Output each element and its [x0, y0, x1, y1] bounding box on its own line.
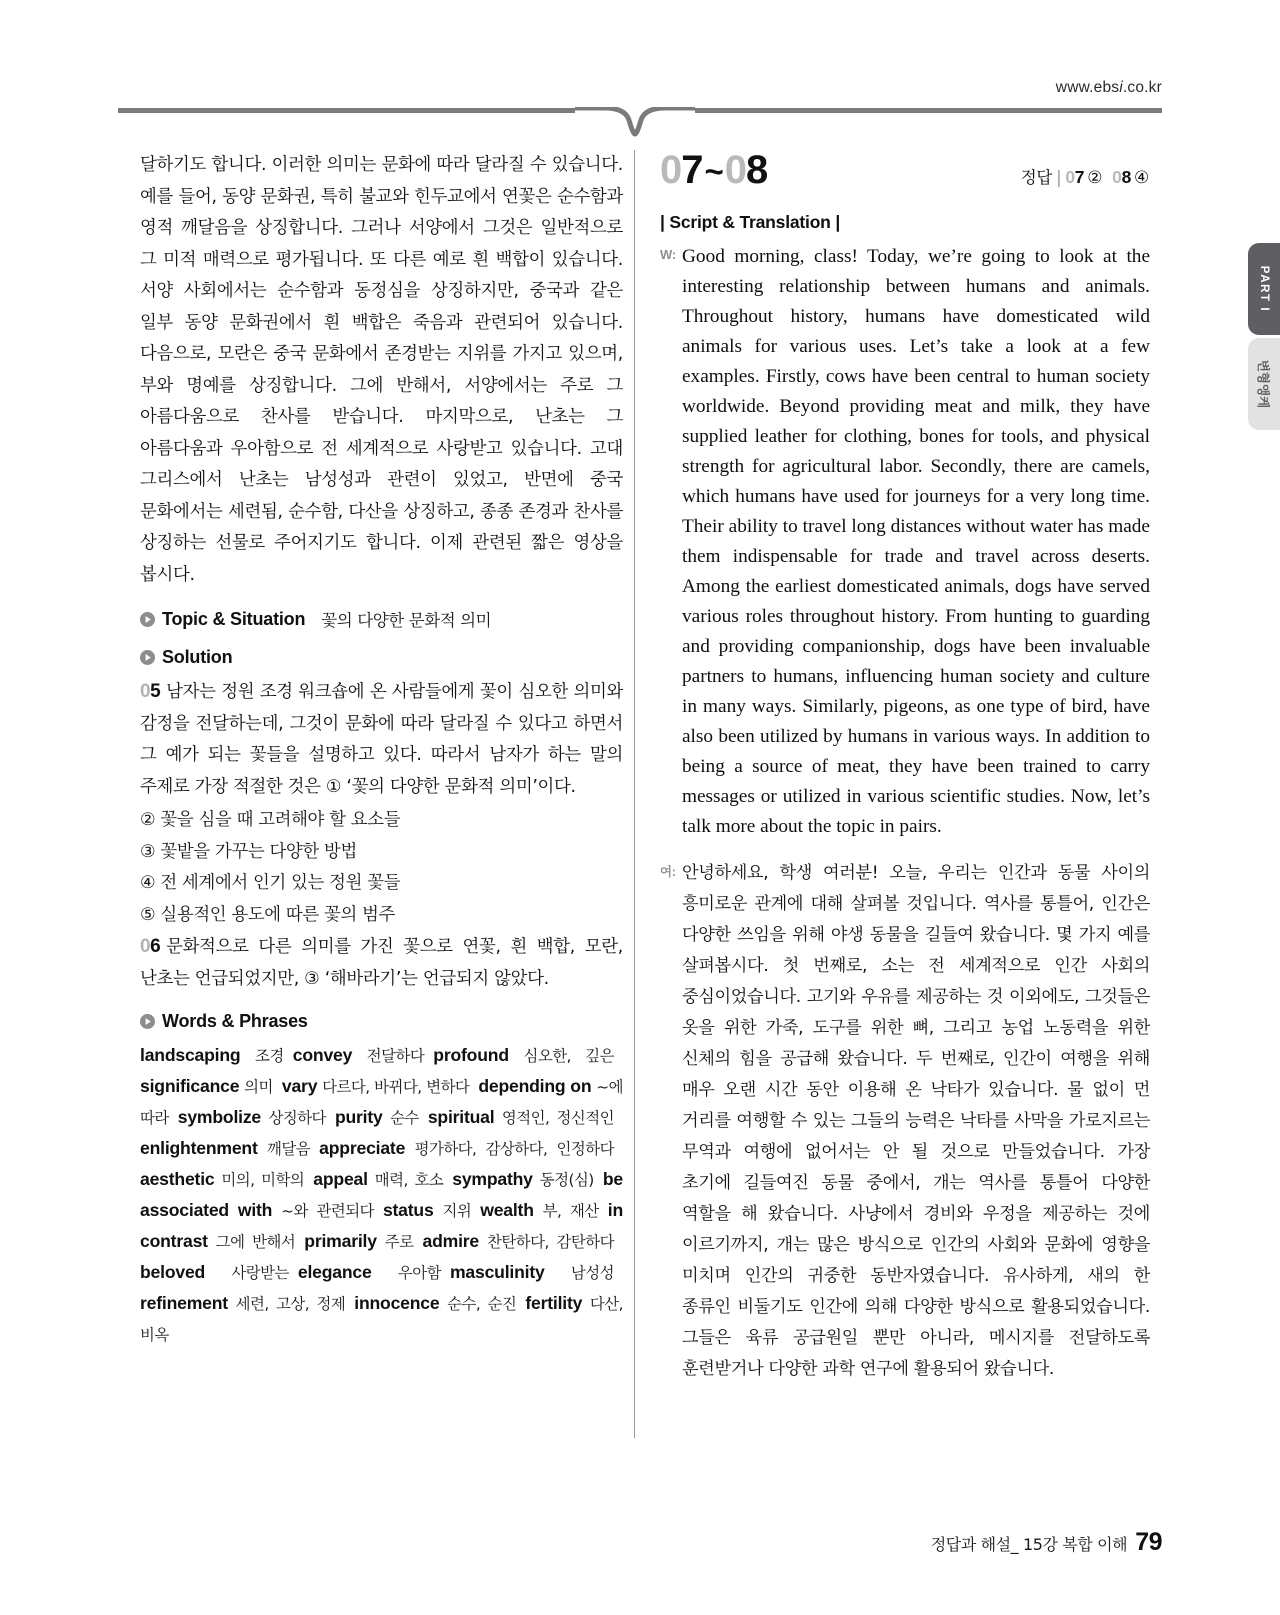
word-entry-term: primarily [304, 1231, 377, 1251]
words-phrases-list [140, 1040, 623, 1350]
korean-body-paragraph: 달하기도 합니다. 이러한 의미는 문화에 따라 달라질 수 있습니다. 예를 들어, 동양 문화권, 특히 불교와 힌두교에서 연꽃은 순수함과 영적 깨달음을 상징합니다. 그러나 서양에서 그것은 일반적으로 그 미적 매력으로 평가됩니다. 또 다른 예로 흰 백합이 있습니다. 서양 사회에서는 순수함과 동정심을 상징하지만, 중국과 같은 일부 동양 문화권에서 흰 백합은 죽음과 관련되어 있습니다. 다음으로, 모란은 중국 문화에서 존경받는 지위를 가지고 있으며, 부와 명예를 상징합니다. 그에 반해서, 서양에서는 주로 그 아름다움으로 찬사를 받습니다. 마지막으로, 난초는 그 아름다움과 우아함으로 전 세계적으로 사랑받고 있습니다. 고대 그리스에서 난초는 남성성과 관련이 있었고, 반면에 중국 문화에서는 세련됨, 순수함, 다산을 상징하고, 종종 존경과 찬사를 상징하는 선물로 주어지기도 합니다. 이제 관련된 짧은 영상을 봅시다. [140, 155, 623, 585]
script-english-block [660, 242, 1150, 842]
word-entry-gloss: 주로 [384, 1233, 414, 1251]
play-circle-icon [140, 612, 155, 627]
side-tab-section-label: 변형앵케 [1256, 359, 1271, 409]
word-entry-term: in contrast [140, 1200, 623, 1251]
word-entry-gloss: 세련, 고상, 정제 [235, 1295, 346, 1313]
word-entry-gloss: 부, 재산 [542, 1202, 599, 1220]
site-url-suffix: .co.kr [1122, 79, 1162, 96]
word-entry-term: landscaping [140, 1045, 241, 1065]
answer-key-q07: 07 [1065, 167, 1085, 187]
footer-page-number: 79 [1135, 1528, 1162, 1556]
topic-situation-label: Topic & Situation [162, 608, 306, 629]
left-column [140, 150, 623, 1350]
word-entry-gloss: 동정(심) [539, 1171, 594, 1189]
play-circle-icon [140, 1014, 155, 1029]
side-tab-section[interactable] [1248, 338, 1280, 430]
word-entry-gloss: 사랑받는 [231, 1264, 289, 1282]
word-entry-gloss: 깨달음 [267, 1140, 311, 1158]
word-entry-gloss: ~에 따라 [140, 1078, 623, 1127]
column-divider [634, 150, 635, 1438]
page-footer [931, 1528, 1162, 1557]
word-entry-gloss: ~와 관련되다 [281, 1202, 374, 1220]
answer-key [1021, 164, 1150, 188]
solution-item-05 [140, 676, 623, 803]
solution-05-text: 남자는 정원 조경 워크숍에 온 사람들에게 꽃이 심오한 의미와 감정을 전달하는데, 그것이 문화에 따라 달라질 수 있다고 하면서 그 예가 되는 꽃들을 설명하고 있다. 따라서 남자가 하는 말의 주제로 가장 적절한 것은 ① ‘꽃의 다양한 문화적 의미’이다. [140, 682, 623, 797]
script-english-text: Good morning, class! Today, we’re going to look at the interesting relationship between humans and animals. Throughout history, humans have domesticated wild animals for various uses. Let’s take a look at a few examples. Firstly, cows have been central to human society worldwide. Beyond providing meat and milk, they have supplied leather for clothing, bones for tools, and physical strength for agricultural labor. Secondly, there are camels, which humans have used for journeys for a very long time. Their ability to travel long distances without water has made them indispensable for trade and travel across deserts. Among the earliest domesticated animals, dogs have served various roles throughout history. From hunting to guarding and providing companionship, dogs have been invaluable partners to humans, influencing human society and culture in many ways. Similarly, pigeons, as one type of bird, have also been utilized by humans in various ways. In addition to being a source of meat, they have been trained to carry messages or utilized in various scientific studies. Now, let’s talk more about the topic in pairs. [682, 246, 1150, 837]
word-entry-gloss: 매력, 호소 [374, 1171, 444, 1189]
word-entry-gloss: 지위 [442, 1202, 472, 1220]
word-entry-term: profound [433, 1045, 509, 1065]
word-entry-term: sympathy [452, 1169, 533, 1189]
site-url [1056, 79, 1162, 97]
word-entry-gloss: 의미 [244, 1078, 273, 1096]
word-entry-gloss: 조경 [255, 1047, 284, 1065]
solution-heading [140, 647, 623, 668]
topic-situation-value: 꽃의 다양한 문화적 의미 [321, 611, 492, 630]
word-entry-gloss: 순수, 순진 [447, 1295, 517, 1313]
solution-label: Solution [162, 647, 233, 667]
word-entry-term: be associated with [140, 1169, 623, 1220]
word-entry-term: wealth [480, 1200, 534, 1220]
words-phrases-heading [140, 1011, 623, 1032]
word-entry-term: status [382, 1200, 434, 1220]
answer-key-separator: | [1056, 168, 1062, 187]
speaker-label-english: W: [660, 247, 676, 262]
script-korean-block [660, 858, 1150, 1385]
word-entry-term: enlightenment [140, 1138, 258, 1158]
word-entry-gloss: 상징하다 [268, 1109, 326, 1127]
speaker-label-korean: 여: [660, 865, 676, 879]
words-phrases-label: Words & Phrases [162, 1011, 308, 1031]
word-entry-gloss: 다르다, 바뀌다, 변하다 [322, 1078, 470, 1096]
solution-item-06 [140, 931, 623, 995]
word-entry-term: elegance [297, 1262, 372, 1282]
word-entry-term: significance [140, 1076, 240, 1096]
question-range-row [660, 150, 1150, 202]
answer-key-q08-choice: ④ [1134, 168, 1149, 188]
script-korean-text: 안녕하세요, 학생 여러분! 오늘, 우리는 인간과 동물 사이의 흥미로운 관계에 대해 살펴볼 것입니다. 역사를 통틀어, 인간은 다양한 쓰임을 위해 야생 동물을 길들여 왔습니다. 몇 가지 예를 살펴봅시다. 첫 번째로, 소는 전 세계적으로 인간 사회의 중심이었습니다. 고기와 우유를 제공하는 것 이외에도, 그것들은 옷을 위한 가죽, 도구를 위한 뼈, 그리고 농업 노동력을 위한 신체의 힘을 공급해 왔습니다. 두 번째로, 인간이 여행을 위해 매우 오랜 시간 동안 이용해 온 낙타가 있습니다. 물 없이 먼 거리를 여행할 수 있는 그들의 능력은 낙타를 사막을 가로지르는 무역과 여행에 없어서는 안 될 것으로 만들었습니다. 가장 초기에 길들여진 동물 중에서, 개는 역사를 통틀어 다양한 역할을 해 왔습니다. 사냥에서 경비와 우정을 제공하는 것에 이르기까지, 개는 많은 방식으로 인간의 사회와 문화에 영향을 미치며 인간의 귀중한 동반자였습니다. 유사하게, 새의 한 종류인 비둘기도 인간에 의해 다양한 방식으로 활용되었습니다. 그들은 육류 공급원일 뿐만 아니라, 메시지를 전달하도록 훈련받거나 다양한 과학 연구에 활용되어 왔습니다. [682, 863, 1150, 1379]
topic-situation-heading [140, 607, 623, 631]
word-entry-gloss: 심오한, 깊은 [523, 1047, 614, 1065]
answer-key-q07-choice: ② [1087, 168, 1103, 188]
side-tab-part[interactable] [1248, 243, 1280, 335]
question-range-title: 07~08 [660, 148, 768, 192]
word-entry-gloss: 미의, 미학의 [221, 1171, 305, 1189]
question-number-05: 05 [140, 681, 161, 702]
solution-06-text: 문화적으로 다른 의미를 가진 꽃으로 연꽃, 흰 백합, 모란, 난초는 언급되었지만, ③ ‘해바라기’는 언급되지 않았다. [140, 937, 623, 989]
word-entry-term: appeal [313, 1169, 368, 1189]
word-entry-term: admire [422, 1231, 480, 1251]
word-entry-gloss: 남성성 [570, 1264, 614, 1282]
word-entry-term: spiritual [427, 1107, 495, 1127]
word-entry-gloss: 다산, 비옥 [140, 1295, 623, 1344]
word-entry-term: symbolize [177, 1107, 262, 1127]
word-entry-term: convey [292, 1045, 353, 1065]
word-entry-term: vary [281, 1076, 318, 1096]
word-entry-term: appreciate [319, 1138, 406, 1158]
word-entry-term: innocence [354, 1293, 440, 1313]
word-entry-term: fertility [525, 1293, 583, 1313]
word-entry-term: purity [334, 1107, 383, 1127]
word-entry-term: refinement [140, 1293, 228, 1313]
word-entry-term: aesthetic [140, 1169, 215, 1189]
choice-option-4: ④ 전 세계에서 인기 있는 정원 꽃들 [140, 873, 401, 893]
word-entry-gloss: 순수 [390, 1109, 419, 1127]
word-entry-gloss: 그에 반해서 [215, 1233, 296, 1251]
answer-key-q08: 08 [1112, 167, 1132, 187]
word-entry-term: masculinity [449, 1262, 545, 1282]
choice-option-5: ⑤ 실용적인 용도에 따른 꽃의 범주 [140, 904, 395, 925]
answer-key-label: 정답 [1020, 168, 1053, 187]
side-tab-part-label: PART I [1258, 265, 1270, 313]
question-number-06: 06 [140, 936, 161, 957]
choice-option-2: ② 꽃을 심을 때 고려해야 할 요소들 [140, 810, 401, 830]
word-entry-term: depending on [478, 1076, 592, 1096]
header-notch-decoration [575, 104, 695, 140]
site-url-italic: i [1119, 79, 1123, 96]
choice-option-3: ③ 꽃밭을 가꾸는 다양한 방법 [140, 841, 357, 862]
word-entry-gloss: 찬탄하다, 감탄하다 [486, 1233, 614, 1251]
word-entry-gloss: 평가하다, 감상하다, 인정하다 [414, 1140, 614, 1158]
right-column [660, 150, 1150, 1401]
word-entry-term: beloved [140, 1262, 206, 1282]
word-entry-gloss: 전달하다 [366, 1047, 425, 1065]
play-circle-icon [140, 650, 155, 665]
site-url-prefix: www.ebs [1055, 79, 1120, 96]
footer-text: 정답과 해설_ 15강 복합 이해 [930, 1535, 1128, 1554]
script-translation-label: | Script & Translation | [660, 212, 841, 232]
word-entry-gloss: 영적인, 정신적인 [501, 1109, 614, 1127]
word-entry-gloss: 우아함 [397, 1264, 441, 1282]
